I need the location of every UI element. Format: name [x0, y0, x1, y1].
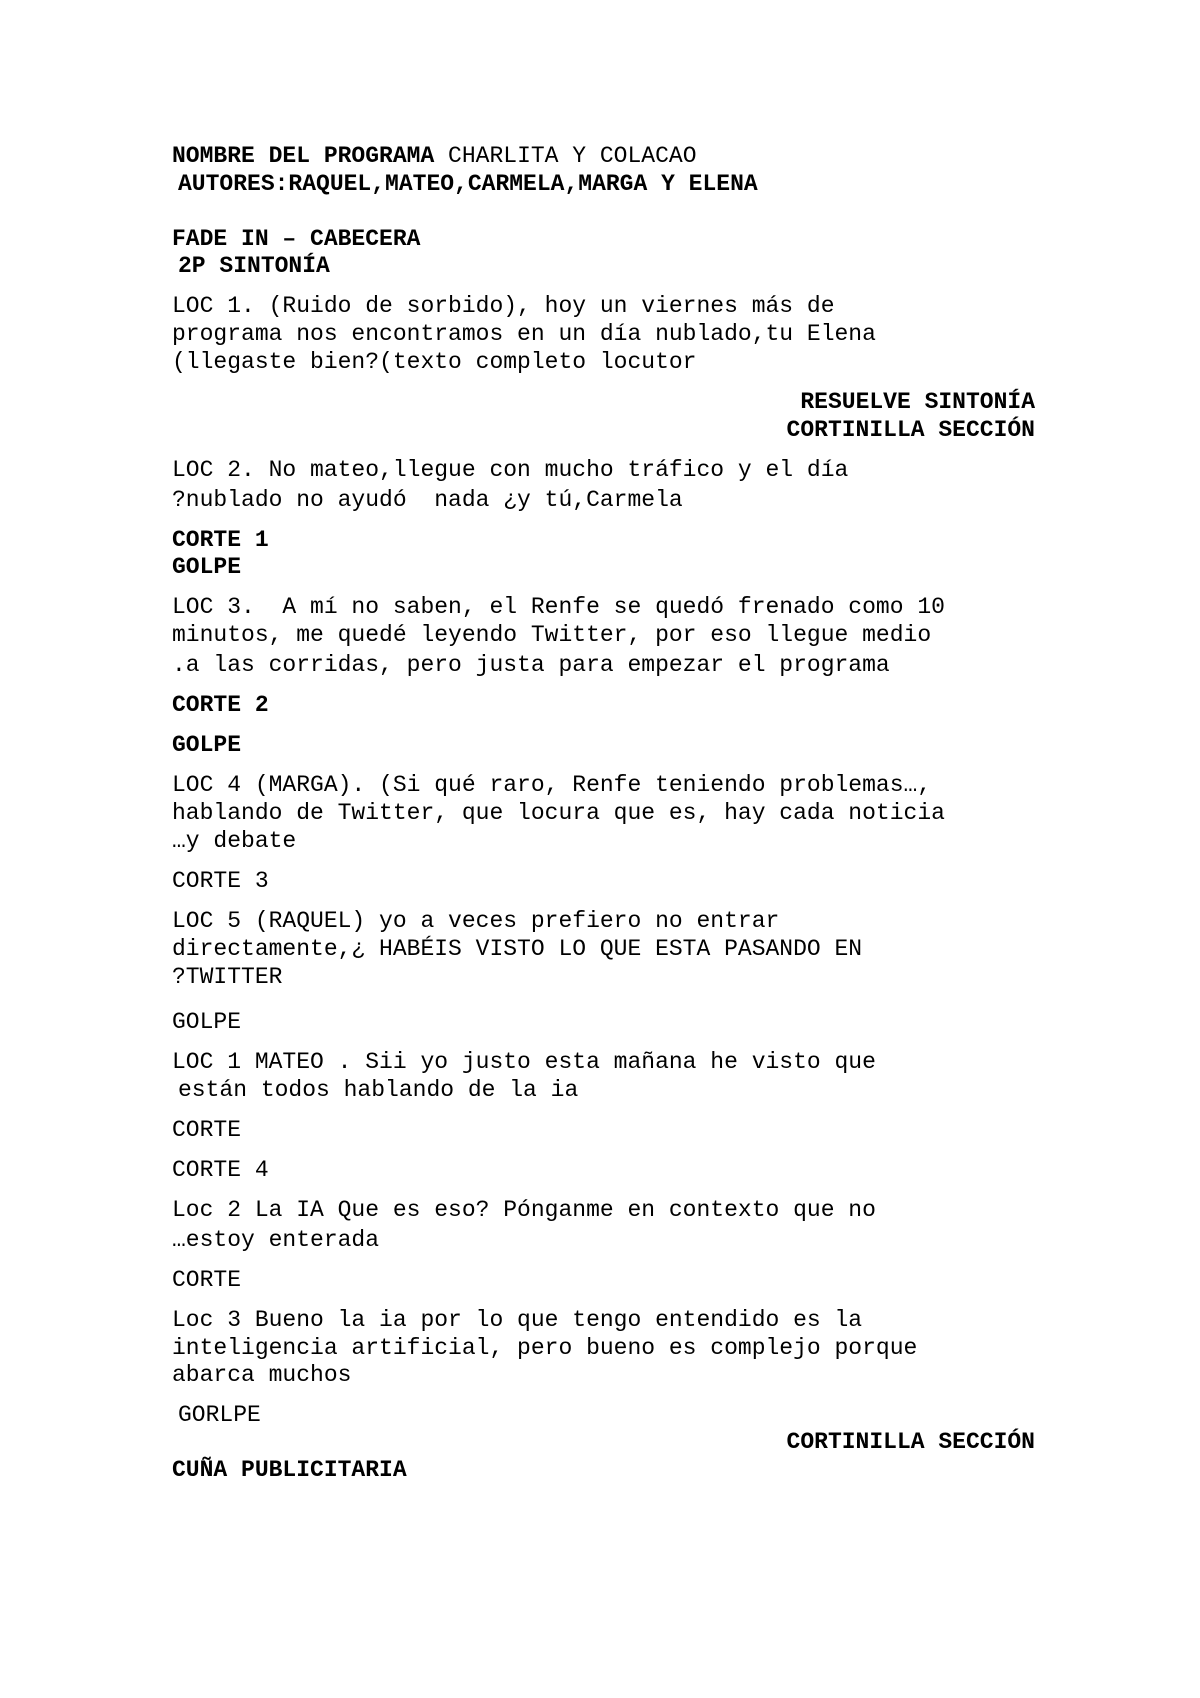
loc1-line-2: programa nos encontramos en un día nublado,tu Elena	[172, 321, 876, 347]
golpe-2: GOLPE	[172, 732, 242, 758]
loc4-line-2: hablando de Twitter, que locura que es, hay cada noticia	[172, 800, 945, 826]
gorlpe: GORLPE	[178, 1402, 261, 1428]
loc1-line-3: (llegaste bien?(texto completo locutor	[172, 349, 697, 375]
loc3b-line-2: inteligencia artificial, pero bueno es complejo porque	[172, 1335, 918, 1361]
corte-3: CORTE 3	[172, 868, 269, 894]
corte-b: CORTE	[172, 1267, 242, 1293]
loc4-line-1: LOC 4 (MARGA). (Si qué raro, Renfe teniendo problemas…,	[172, 772, 932, 798]
corte-4: CORTE 4	[172, 1157, 269, 1183]
cuna-publicitaria: CUÑA PUBLICITARIA	[172, 1457, 407, 1483]
loc2b-line-1: Loc 2 La IA Que es eso? Pónganme en contexto que no	[172, 1197, 876, 1223]
loc3b-line-1: Loc 3 Bueno la ia por lo que tengo entendido es la	[172, 1307, 863, 1333]
corte-a: CORTE	[172, 1117, 242, 1143]
loc2-line-2: ?nublado no ayudó nada ¿y tú,Carmela	[172, 487, 683, 513]
corte-2: CORTE 2	[172, 692, 269, 718]
loc1-line-1: LOC 1. (Ruido de sorbido), hoy un viernes más de	[172, 293, 835, 319]
loc3-line-3: .a las corridas, pero justa para empezar el programa	[172, 652, 890, 678]
loc4-line-3: …y debate	[172, 828, 297, 854]
loc5-line-2: directamente,¿ HABÉIS VISTO LO QUE ESTA PASANDO EN	[172, 936, 863, 962]
program-label: NOMBRE DEL PROGRAMA	[172, 143, 435, 169]
sintonia-heading: 2P SINTONÍA	[178, 253, 330, 279]
resuelve-sintonia: RESUELVE SINTONÍA	[800, 389, 1035, 415]
loc2b-line-2: …estoy enterada	[172, 1227, 380, 1253]
fade-in-heading: FADE IN – CABECERA	[172, 226, 421, 252]
loc3-line-1: LOC 3. A mí no saben, el Renfe se quedó frenado como 10	[172, 594, 945, 620]
program-name: CHARLITA Y COLACAO	[434, 143, 697, 169]
loc3b-line-3: abarca muchos	[172, 1362, 352, 1388]
loc5-line-3: ?TWITTER	[172, 964, 283, 990]
loc1b-line-1: LOC 1 MATEO . Sii yo justo esta mañana he visto que	[172, 1049, 876, 1075]
corte-1: CORTE 1	[172, 527, 269, 553]
authors-line: AUTORES:RAQUEL,MATEO,CARMELA,MARGA Y ELENA	[178, 171, 758, 197]
golpe-1: GOLPE	[172, 554, 242, 580]
loc3-line-2: minutos, me quedé leyendo Twitter, por eso llegue medio	[172, 622, 932, 648]
loc1b-line-2: están todos hablando de la ia	[178, 1077, 579, 1103]
program-line	[172, 142, 697, 170]
loc2-line-1: LOC 2. No mateo,llegue con mucho tráfico y el día	[172, 457, 849, 483]
cortinilla-seccion-1: CORTINILLA SECCIÓN	[786, 417, 1035, 443]
loc5-line-1: LOC 5 (RAQUEL) yo a veces prefiero no entrar	[172, 908, 780, 934]
cortinilla-seccion-2: CORTINILLA SECCIÓN	[786, 1429, 1035, 1455]
golpe-3: GOLPE	[172, 1009, 242, 1035]
